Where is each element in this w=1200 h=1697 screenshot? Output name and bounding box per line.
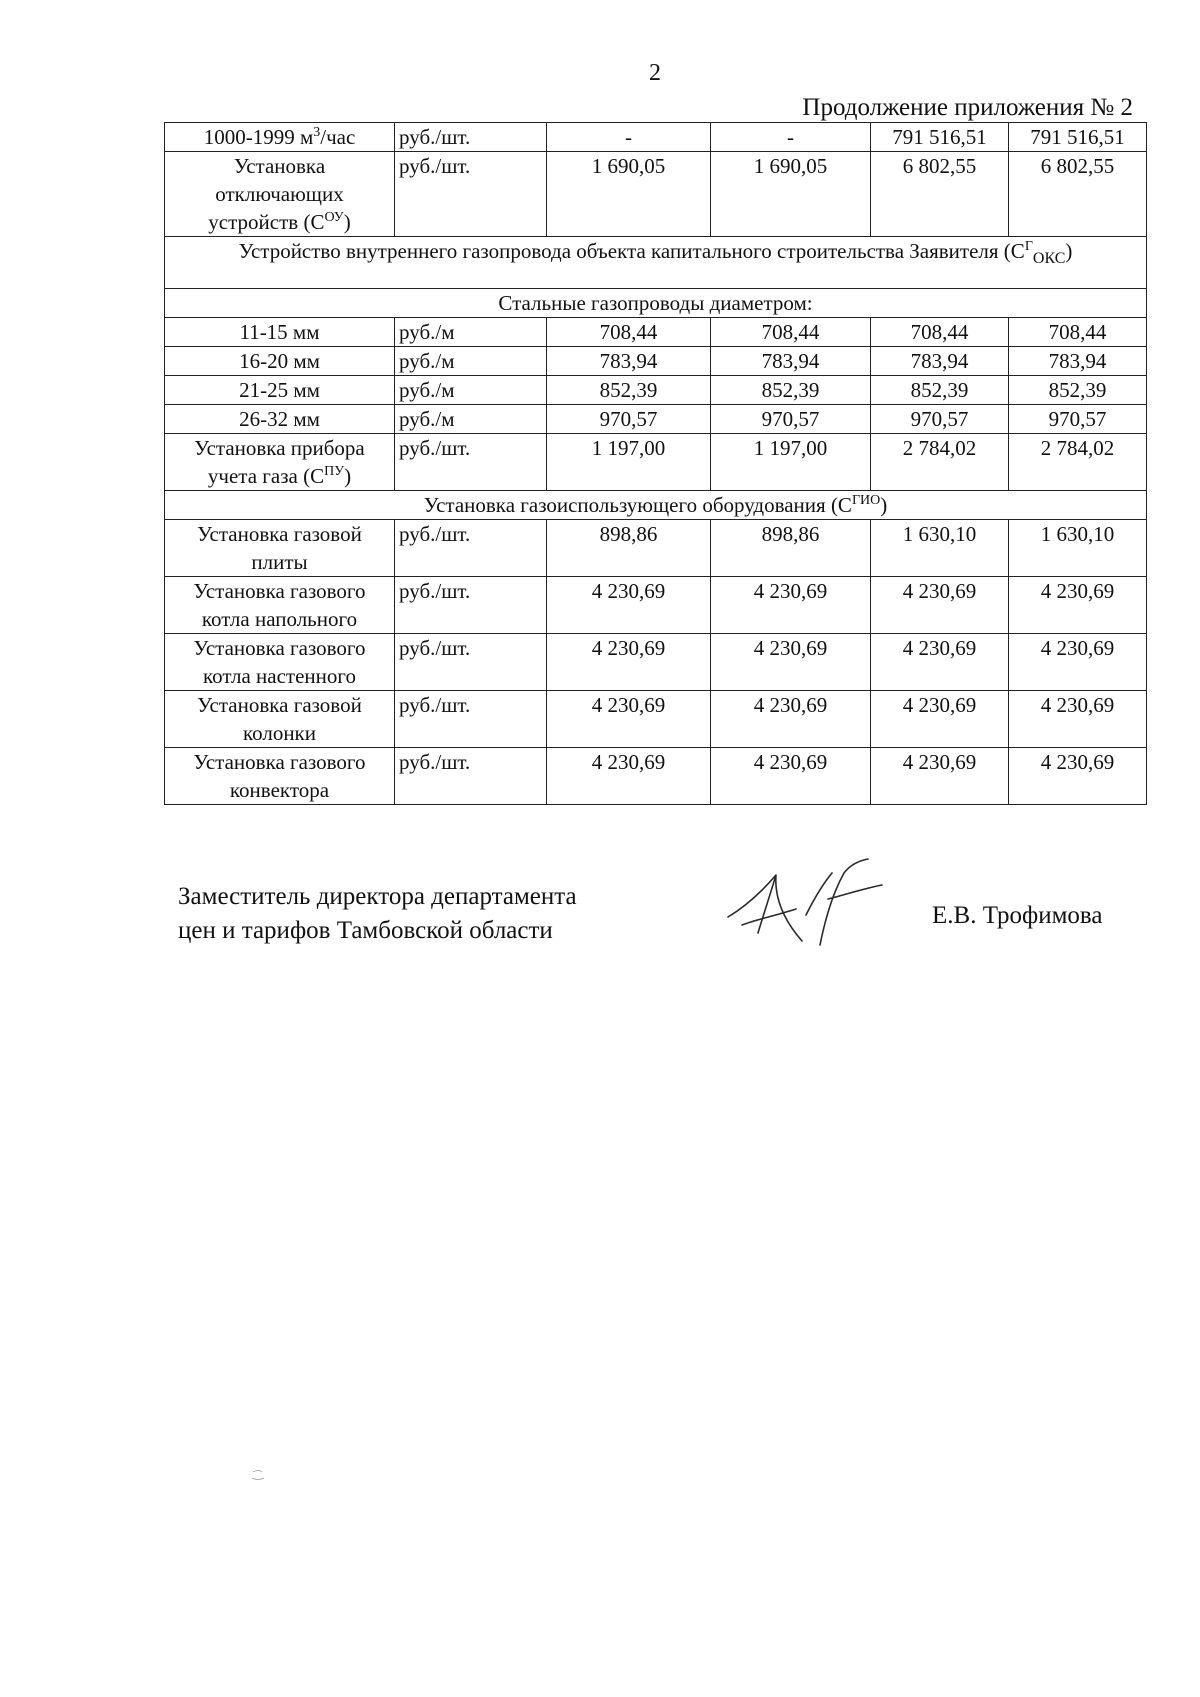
signatory-title-line2: цен и тарифов Тамбовской области: [178, 917, 553, 944]
item-name-cell: [165, 748, 395, 805]
table-row: [165, 376, 1147, 405]
section-heading: [165, 491, 1147, 520]
price-cell-2: 970,57: [711, 405, 871, 434]
price-cell-4: 6 802,55: [1009, 152, 1147, 237]
price-cell-2: 4 230,69: [711, 634, 871, 691]
price-cell-4: 4 230,69: [1009, 748, 1147, 805]
price-cell-2: 708,44: [711, 318, 871, 347]
price-cell-1: 4 230,69: [547, 748, 711, 805]
item-name-cell: [165, 577, 395, 634]
price-cell-1: -: [547, 123, 711, 152]
signatory-title: [178, 880, 577, 948]
item-name-cell: [165, 405, 395, 434]
price-cell-1: 1 690,05: [547, 152, 711, 237]
price-cell-4: 970,57: [1009, 405, 1147, 434]
price-cell-3: 708,44: [871, 318, 1009, 347]
item-name-cell: [165, 434, 395, 491]
unit-cell: руб./м: [395, 405, 547, 434]
price-cell-4: 852,39: [1009, 376, 1147, 405]
price-cell-2: 1 197,00: [711, 434, 871, 491]
price-cell-3: 2 784,02: [871, 434, 1009, 491]
unit-cell: руб./шт.: [395, 634, 547, 691]
section-row: [165, 289, 1147, 318]
price-cell-3: 852,39: [871, 376, 1009, 405]
price-cell-4: 1 630,10: [1009, 520, 1147, 577]
item-name: 16-20 мм: [239, 349, 320, 373]
item-name-cell: [165, 152, 395, 237]
continuation-caption: Продолжение приложения № 2: [802, 94, 1133, 121]
item-name: 26-32 мм: [239, 407, 320, 431]
unit-cell: руб./шт.: [395, 577, 547, 634]
unit-cell: руб./шт.: [395, 748, 547, 805]
unit-cell: руб./м: [395, 318, 547, 347]
unit-cell: руб./шт.: [395, 520, 547, 577]
item-name: Установка газовой плиты: [197, 522, 362, 574]
item-name: Установка прибора учета газа (С: [194, 436, 365, 488]
price-cell-1: 783,94: [547, 347, 711, 376]
item-name-cell: [165, 318, 395, 347]
price-cell-2: 4 230,69: [711, 691, 871, 748]
unit-cell: руб./шт.: [395, 434, 547, 491]
scan-speck: [250, 1466, 266, 1484]
price-cell-3: 4 230,69: [871, 691, 1009, 748]
table-row: [165, 634, 1147, 691]
price-cell-2: 783,94: [711, 347, 871, 376]
table-row: [165, 318, 1147, 347]
section-heading-text: Устройство внутреннего газопровода объекта капитального строительства Заявителя (С: [238, 239, 1025, 263]
item-name-cell: [165, 123, 395, 152]
price-cell-4: 708,44: [1009, 318, 1147, 347]
price-cell-4: 4 230,69: [1009, 577, 1147, 634]
section-heading-sub: ОКС: [1032, 250, 1066, 268]
table-row: [165, 434, 1147, 491]
item-name-sup: ПУ: [324, 464, 345, 479]
section-row: [165, 491, 1147, 520]
item-name-cell: [165, 520, 395, 577]
price-cell-3: 4 230,69: [871, 634, 1009, 691]
price-cell-4: 2 784,02: [1009, 434, 1147, 491]
price-cell-3: 4 230,69: [871, 748, 1009, 805]
table-row: [165, 123, 1147, 152]
section-heading-close: ): [1065, 239, 1073, 263]
table-row: [165, 152, 1147, 237]
price-cell-3: 970,57: [871, 405, 1009, 434]
item-name-suffix: ): [343, 210, 351, 234]
unit-cell: руб./шт.: [395, 152, 547, 237]
price-cell-2: 898,86: [711, 520, 871, 577]
price-cell-1: 852,39: [547, 376, 711, 405]
page-number: 2: [649, 60, 661, 86]
price-cell-3: 6 802,55: [871, 152, 1009, 237]
item-name: 1000-1999 м: [203, 125, 314, 149]
section-heading: [165, 237, 1147, 289]
table-row: [165, 520, 1147, 577]
unit-cell: руб./м: [395, 347, 547, 376]
signature-mark: [718, 855, 898, 955]
tariff-table-body: [165, 123, 1147, 805]
price-cell-3: 4 230,69: [871, 577, 1009, 634]
price-cell-1: 1 197,00: [547, 434, 711, 491]
section-heading-text: Стальные газопроводы диаметром:: [498, 291, 813, 315]
item-name-sup: ОУ: [324, 210, 344, 225]
price-cell-3: 791 516,51: [871, 123, 1009, 152]
price-cell-3: 783,94: [871, 347, 1009, 376]
section-heading-sup: Г: [1024, 239, 1033, 254]
signatory-title-line1: Заместитель директора департамента: [178, 883, 577, 910]
price-cell-1: 708,44: [547, 318, 711, 347]
price-cell-1: 4 230,69: [547, 577, 711, 634]
item-name-cell: [165, 634, 395, 691]
price-cell-4: 4 230,69: [1009, 691, 1147, 748]
price-cell-1: 4 230,69: [547, 691, 711, 748]
price-cell-4: 791 516,51: [1009, 123, 1147, 152]
price-cell-4: 4 230,69: [1009, 634, 1147, 691]
item-name: 21-25 мм: [239, 378, 320, 402]
item-name-cell: [165, 347, 395, 376]
price-cell-2: 4 230,69: [711, 748, 871, 805]
price-cell-1: 970,57: [547, 405, 711, 434]
table-row: [165, 577, 1147, 634]
item-name-sup: 3: [313, 125, 321, 140]
price-cell-2: -: [711, 123, 871, 152]
unit-cell: руб./шт.: [395, 691, 547, 748]
item-name: Установка отключающих устройств (С: [208, 154, 344, 234]
item-name: Установка газового котла настенного: [193, 636, 366, 688]
item-name-suffix: ): [344, 464, 352, 488]
section-heading-close: ): [880, 493, 888, 517]
item-name: 11-15 мм: [239, 320, 320, 344]
table-row: [165, 691, 1147, 748]
price-cell-1: 4 230,69: [547, 634, 711, 691]
section-row: [165, 237, 1147, 289]
unit-cell: руб./м: [395, 376, 547, 405]
table-row: [165, 405, 1147, 434]
price-cell-1: 898,86: [547, 520, 711, 577]
price-cell-2: 4 230,69: [711, 577, 871, 634]
section-heading-sup: ГИО: [851, 493, 881, 508]
item-name-suffix: /час: [320, 125, 356, 149]
table-row: [165, 347, 1147, 376]
signatory-name: Е.В. Трофимова: [932, 902, 1103, 929]
price-cell-3: 1 630,10: [871, 520, 1009, 577]
item-name: Установка газового конвектора: [193, 750, 366, 802]
unit-cell: руб./шт.: [395, 123, 547, 152]
item-name: Установка газового котла напольного: [193, 579, 366, 631]
section-heading-text: Установка газоиспользующего оборудования (С: [423, 493, 852, 517]
section-heading: [165, 289, 1147, 318]
item-name: Установка газовой колонки: [197, 693, 362, 745]
tariff-table: [164, 122, 1147, 805]
item-name-cell: [165, 691, 395, 748]
price-cell-2: 852,39: [711, 376, 871, 405]
table-row: [165, 748, 1147, 805]
price-cell-4: 783,94: [1009, 347, 1147, 376]
item-name-cell: [165, 376, 395, 405]
price-cell-2: 1 690,05: [711, 152, 871, 237]
